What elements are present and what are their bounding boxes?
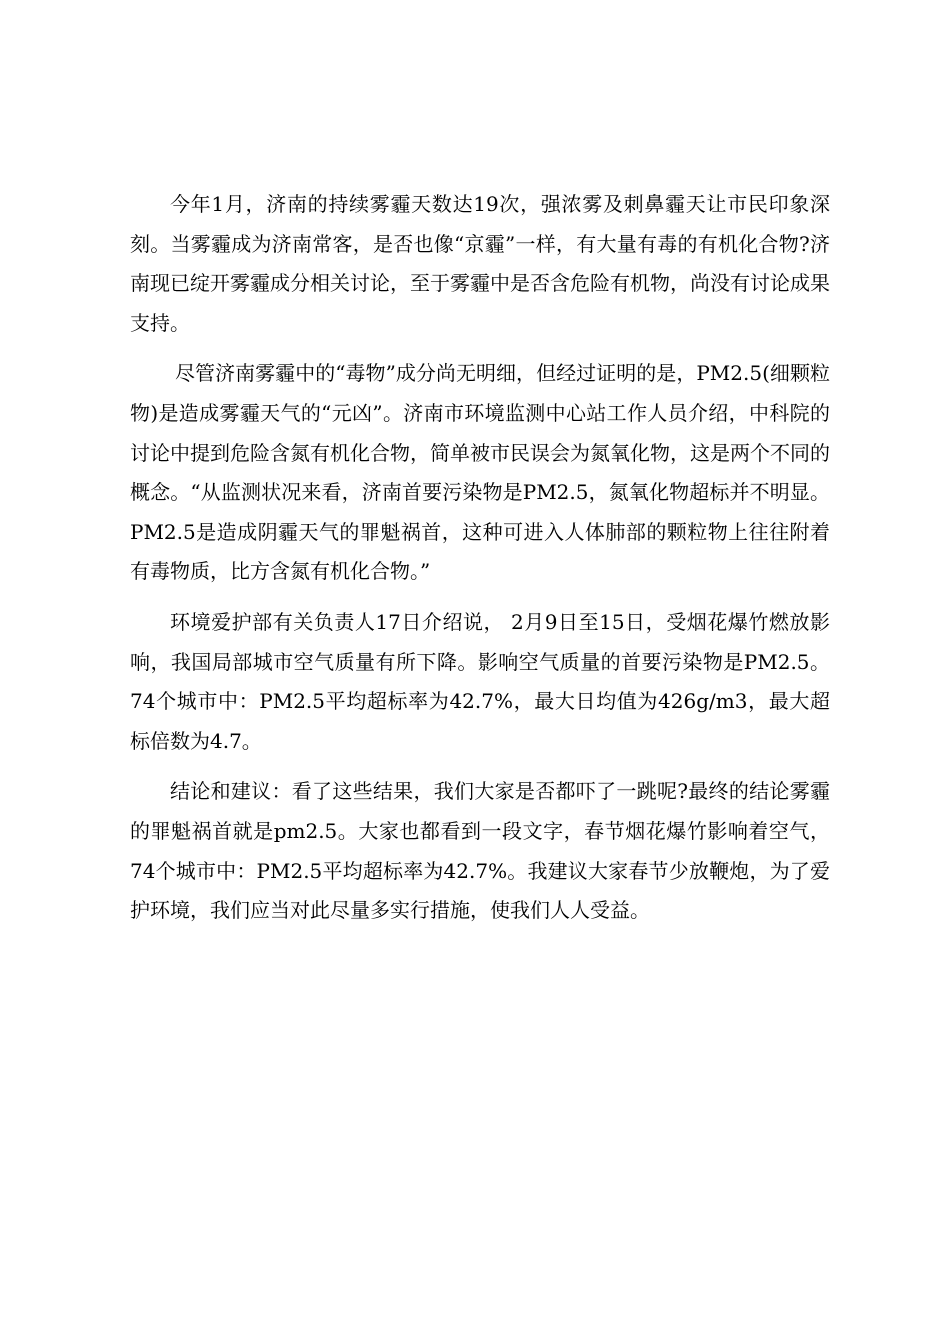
paragraph-3: 环境爱护部有关负责人17日介绍说， 2月9日至15日，受烟花爆竹燃放影响，我国局部城市空气质量有所下降。影响空气质量的首要污染物是PM2.5。74个城市中：PM2.5平均超标率为42.7%，最大日均值为426g/m3，最大超标倍数为4.7。 — [130, 609, 830, 753]
paragraph-2: 尽管济南雾霾中的“毒物”成分尚无明细，但经过证明的是，PM2.5(细颗粒物)是造成雾霾天气的“元凶”。济南市环境监测中心站工作人员介绍，中科院的讨论中提到危险含氮有机化合物，简单被市民误会为氮氧化物，这是两个不同的概念。“从监测状况来看，济南首要污染物是PM2.5，氮氧化物超标并不明显。PM2.5是造成阴霾天气的罪魁祸首，这种可进入人体肺部的颗粒物上往往附着有毒物质，比方含氮有机化合物。” — [130, 361, 830, 584]
paragraph-4: 结论和建议：看了这些结果，我们大家是否都吓了一跳呢?最终的结论雾霾的罪魁祸首就是pm2.5。大家也都看到一段文字，春节烟花爆竹影响着空气，74个城市中：PM2.5平均超标率为42.7%。我建议大家春节少放鞭炮，为了爱护环境，我们应当对此尽量多实行措施，使我们人人受益。 — [130, 779, 830, 923]
paragraph-1: 今年1月，济南的持续雾霾天数达19次，强浓雾及刺鼻霾天让市民印象深刻。当雾霾成为济南常客，是否也像“京霾”一样，有大量有毒的有机化合物?济南现已绽开雾霾成分相关讨论，至于雾霾中是否含危险有机物，尚没有讨论成果支持。 — [130, 192, 830, 335]
document-body — [130, 185, 830, 931]
